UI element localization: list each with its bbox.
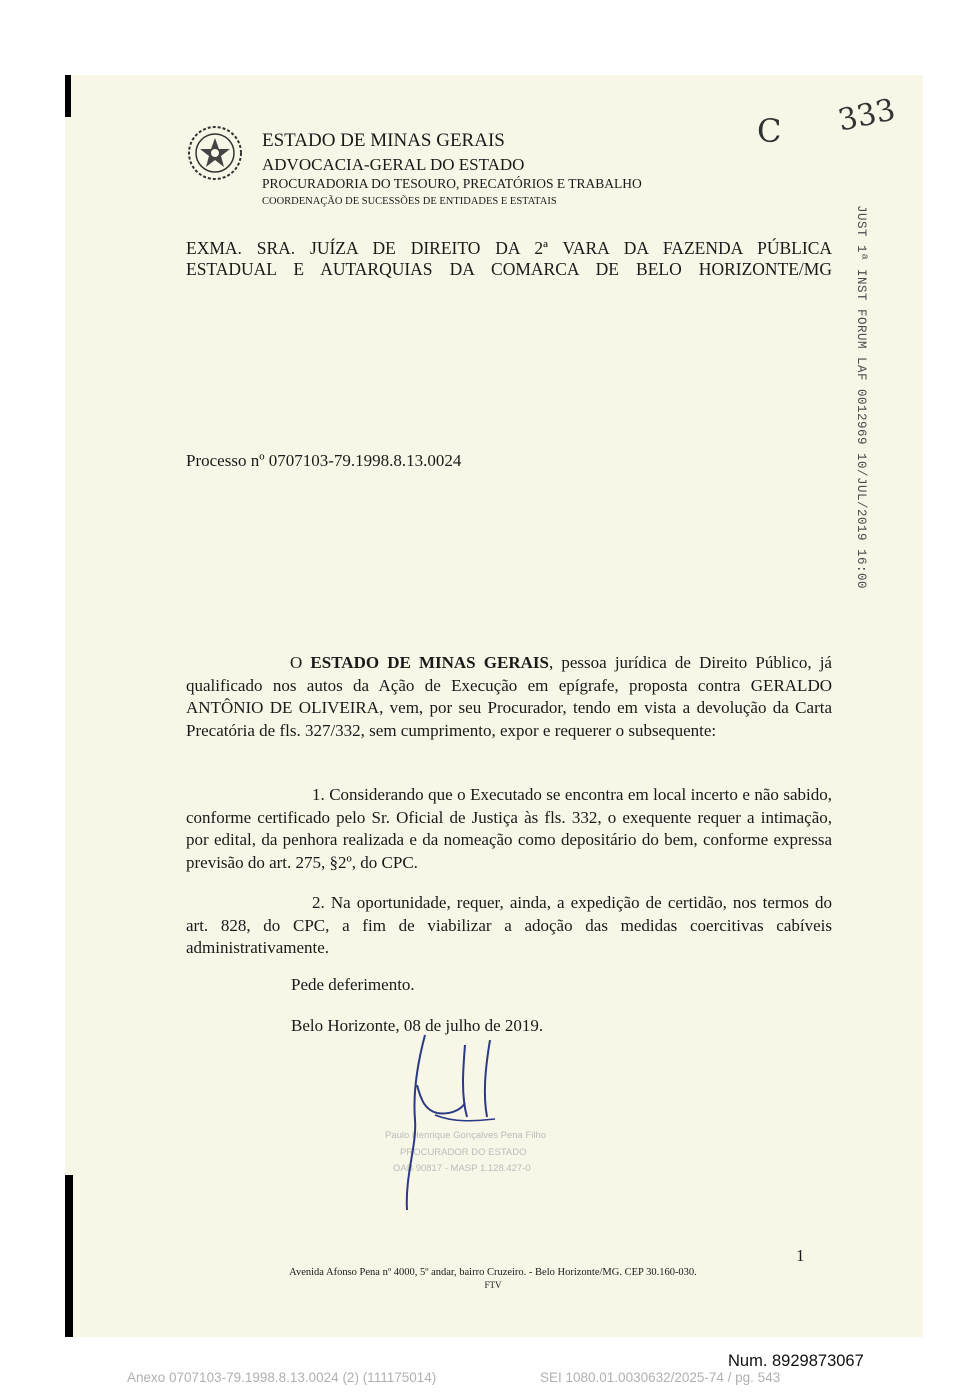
- party-name: ESTADO DE MINAS GERAIS: [310, 653, 549, 672]
- annex-reference: Anexo 0707103-79.1998.8.13.0024 (2) (111175014): [127, 1370, 437, 1385]
- handwritten-letter: C: [757, 112, 782, 150]
- letterhead-agency: ADVOCACIA-GERAL DO ESTADO: [262, 155, 525, 174]
- addressee: [186, 238, 832, 280]
- letterhead-state: ESTADO DE MINAS GERAIS: [262, 130, 505, 151]
- closing-line: Pede deferimento.: [291, 975, 415, 994]
- paragraph-item-2: 2. Na oportunidade, requer, ainda, a expedição de certidão, nos termos do art. 828, do CPC, a fim de viabilizar a adoção das medidas coercitivas cabíveis administrativamente.: [186, 893, 832, 957]
- state-coat-of-arms-icon: [186, 124, 244, 182]
- footer-initials-text: FTV: [484, 1280, 502, 1290]
- addressee-line: EXMA. SRA. JUÍZA DE DIREITO DA 2ª VARA DA FAZENDA PÚBLICA: [186, 238, 832, 258]
- footer-address-text: Avenida Afonso Pena nº 4000, 5º andar, bairro Cruzeiro. - Belo Horizonte/MG. CEP 30.160-030.: [289, 1267, 697, 1278]
- signature: [395, 1025, 545, 1225]
- sei-reference: SEI 1080.01.0030632/2025-74 / pg. 543: [540, 1370, 781, 1385]
- addressee-line: ESTADUAL E AUTARQUIAS DA COMARCA DE BELO HORIZONTE/MG: [186, 259, 832, 279]
- date-line: Belo Horizonte, 08 de julho de 2019.: [291, 1016, 544, 1035]
- scan-edge-shadow: [65, 1175, 73, 1337]
- signature-stamp-line: Paulo Henrique Gonçalves Pena Filho: [385, 1130, 547, 1141]
- footer-initials: [0, 1280, 954, 1290]
- text: , vem, por seu Procurador, tendo em vista a devolução da Carta Precatória de fls. 327/332, sem cumprimento, expor e requerer o subsequente:: [186, 698, 832, 740]
- text: , pessoa jurídica de Direito Público, já qualificado nos autos da Ação de Execução em epígrafe, proposta contra: [186, 653, 832, 695]
- scan-edge-shadow: [65, 75, 71, 117]
- paragraph-item-1: 1. Considerando que o Executado se encontra em local incerto e não sabido, conforme certificado pelo Sr. Oficial de Justiça às fls. 332, o exequente requer a intimação, por edital, da penhora realizada e da nomeação como depositário do bem, conforme expressa previsão do art. 275, §2º, do CPC.: [186, 785, 832, 872]
- letterhead-coordination: COORDENAÇÃO DE SUCESSÕES DE ENTIDADES E ESTATAIS: [262, 196, 557, 207]
- page-number: 1: [796, 1246, 805, 1265]
- paragraph-intro: [186, 652, 832, 742]
- handwritten-page-mark: 333: [834, 92, 899, 139]
- footer-address: [0, 1267, 954, 1278]
- receipt-stamp: JUST 1ª INST FORUM LAF 0012969 10/JUL/2019 16:00: [854, 205, 868, 590]
- signature-stamp-line: OAB 90817 - MASP 1.128.427-0: [393, 1163, 531, 1174]
- process-number: Processo nº 0707103-79.1998.8.13.0024: [186, 451, 462, 470]
- document-number: Num. 8929873067: [728, 1352, 864, 1370]
- text: O: [290, 653, 311, 672]
- letterhead-department: PROCURADORIA DO TESOURO, PRECATÓRIOS E TRABALHO: [262, 176, 642, 191]
- signature-stamp-line: PROCURADOR DO ESTADO: [400, 1147, 527, 1158]
- defendant-name: GERALDO ANTÔNIO DE OLIVEIRA: [186, 675, 832, 717]
